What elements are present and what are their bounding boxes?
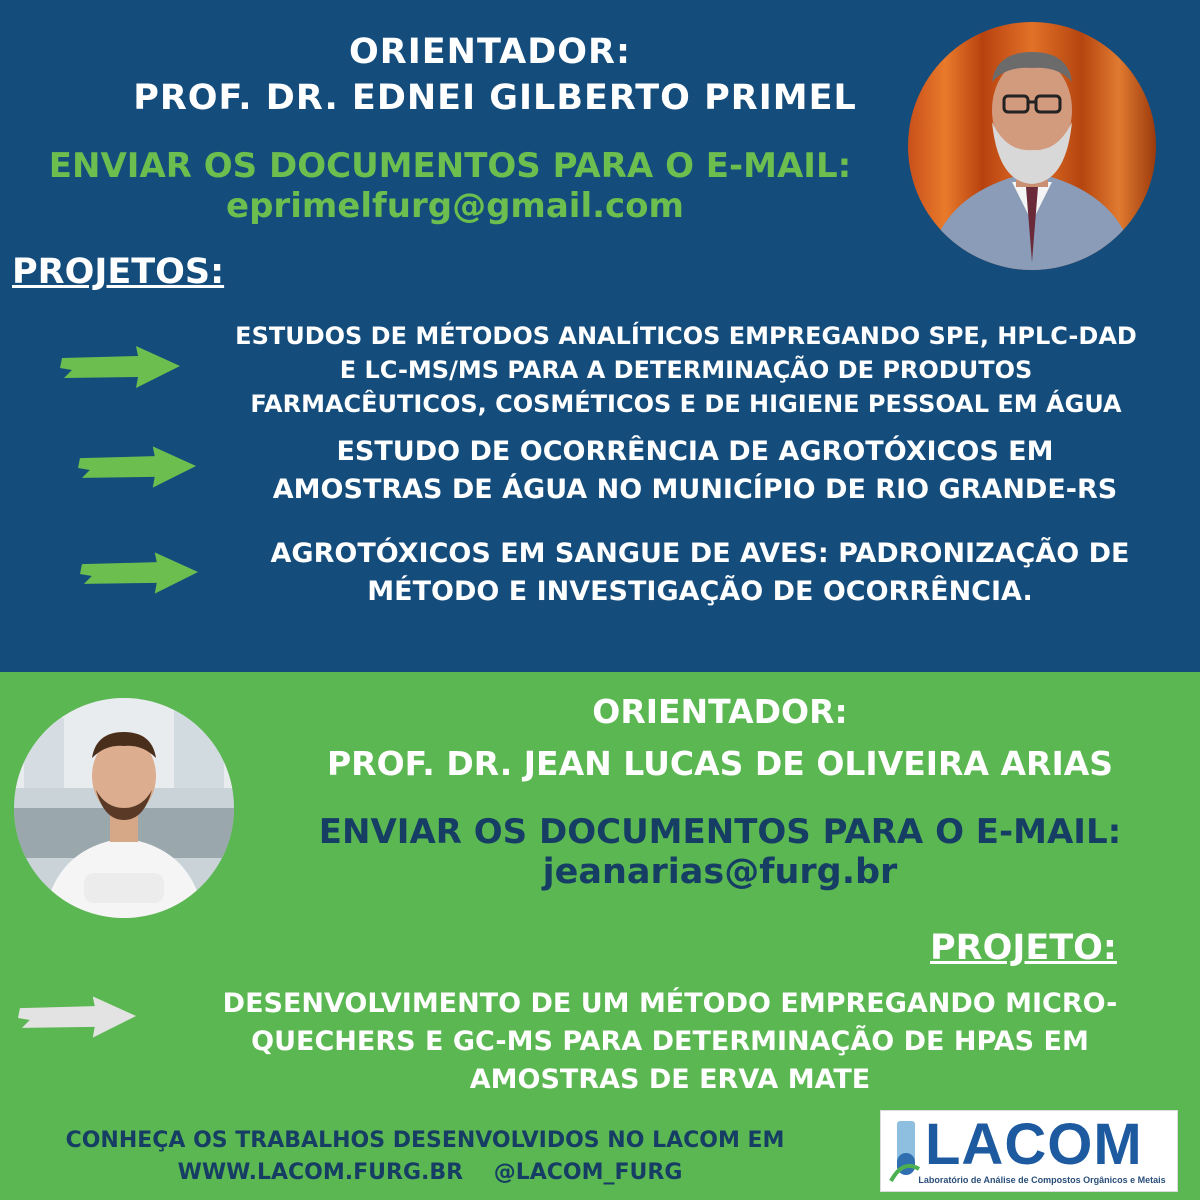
advisor-name-bottom: PROF. DR. JEAN LUCAS DE OLIVEIRA ARIAS: [326, 744, 1114, 783]
arrow-icon: [80, 550, 200, 596]
send-docs-label-bottom: ENVIAR OS DOCUMENTOS PARA O E-MAIL:: [318, 812, 1122, 852]
bottom-project-line-3: AMOSTRAS DE ERVA MATE: [469, 1064, 871, 1095]
projects-heading: PROJETOS:: [12, 252, 225, 292]
project-2-line-2: AMOSTRAS DE ÁGUA NO MUNICÍPIO DE RIO GRANDE-RS: [272, 474, 1118, 505]
project-1-line-3: FARMACÊUTICOS, COSMÉTICOS E DE HIGIENE PESSOAL EM ÁGUA: [250, 390, 1122, 418]
lacom-logo-text: LACOM: [925, 1112, 1143, 1177]
advisor-name-top: PROF. DR. EDNEI GILBERTO PRIMEL: [133, 78, 857, 118]
project-2-line-1: ESTUDO DE OCORRÊNCIA DE AGROTÓXICOS EM: [336, 436, 1054, 467]
advisor-photo-bottom: [14, 698, 234, 918]
bottom-project-line-2: QUECHERS E GC-MS PARA DETERMINAÇÃO DE HPAS EM: [251, 1026, 1089, 1057]
lacom-logo: [880, 1110, 1178, 1192]
project-1-line-2: E LC-MS/MS PARA A DETERMINAÇÃO DE PRODUTOS: [339, 356, 1033, 384]
footer-line-1: CONHEÇA OS TRABALHOS DESENVOLVIDOS NO LACOM EM: [65, 1128, 785, 1153]
email-top: eprimelfurg@gmail.com: [226, 186, 684, 226]
lacom-logo-subtitle: Laboratório de Análise de Compostos Orgânicos e Metais: [918, 1175, 1166, 1185]
advisor-label-bottom: ORIENTADOR:: [592, 692, 848, 731]
project-3-line-2: MÉTODO E INVESTIGAÇÃO DE OCORRÊNCIA.: [367, 576, 1033, 607]
arrow-icon: [60, 344, 182, 390]
test-tube-icon: [889, 1119, 925, 1183]
project-1-line-1: ESTUDOS DE MÉTODOS ANALÍTICOS EMPREGANDO SPE, HPLC-DAD: [235, 322, 1137, 350]
email-bottom: jeanarias@furg.br: [542, 852, 898, 892]
advisor-label-top: ORIENTADOR:: [349, 32, 631, 72]
send-docs-label-top: ENVIAR OS DOCUMENTOS PARA O E-MAIL:: [48, 146, 852, 186]
project-heading: PROJETO:: [930, 928, 1117, 968]
project-3-line-1: AGROTÓXICOS EM SANGUE DE AVES: PADRONIZAÇÃO DE: [270, 538, 1130, 569]
advisor-photo-top: [908, 22, 1156, 270]
footer-line-2[interactable]: WWW.LACOM.FURG.BR @LACOM_FURG: [177, 1160, 683, 1185]
arrow-icon: [18, 994, 138, 1040]
bottom-project-line-1: DESENVOLVIMENTO DE UM MÉTODO EMPREGANDO MICRO-: [222, 988, 1118, 1019]
arrow-icon: [78, 444, 198, 490]
